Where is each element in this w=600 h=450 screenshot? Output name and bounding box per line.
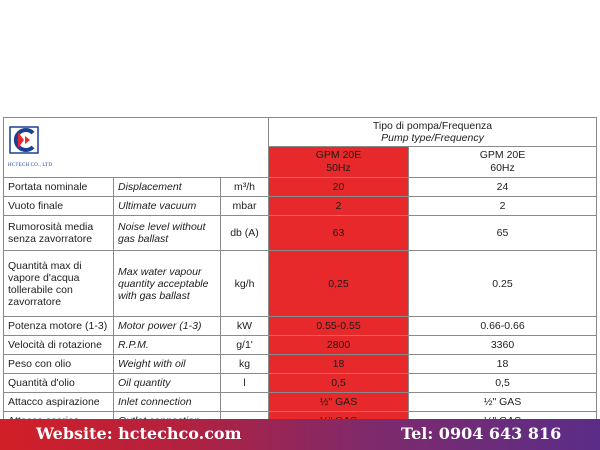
model-a-name: GPM 20E xyxy=(315,149,362,161)
spec-unit: kg xyxy=(221,355,269,374)
spec-value-model-b: ½" GAS xyxy=(409,393,597,412)
frequency-title: Tipo di pompa/Frequenza xyxy=(372,120,493,132)
spec-label-it: Velocità di rotazione xyxy=(4,336,114,355)
spec-label-it: Potenza motore (1-3) xyxy=(4,317,114,336)
spec-label-en: Weight with oil xyxy=(114,355,221,374)
contact-footer-banner xyxy=(0,419,600,450)
spec-row xyxy=(4,216,597,251)
spec-label-it: Quantità d'olio xyxy=(4,374,114,393)
spec-value-model-a: 18 xyxy=(269,355,409,374)
spec-value-model-a: 63 xyxy=(269,216,409,251)
spec-label-en: Oil quantity xyxy=(114,374,221,393)
spec-label-it: Peso con olio xyxy=(4,355,114,374)
spec-value-model-b: 0.25 xyxy=(409,251,597,317)
spec-label-it: Portata nominale xyxy=(4,178,114,197)
spec-value-model-b: 3360 xyxy=(409,336,597,355)
footer-website[interactable]: Website: hctechco.com xyxy=(36,424,242,443)
spec-row xyxy=(4,251,597,317)
model-b-frequency: 60Hz xyxy=(490,162,515,174)
spec-value-model-a: 0,5 xyxy=(269,374,409,393)
spec-label-it: Attacco aspirazione xyxy=(4,393,114,412)
frequency-subtitle: Pump type/Frequency xyxy=(381,132,484,144)
model-b-name: GPM 20E xyxy=(479,149,526,161)
spec-unit: g/1' xyxy=(221,336,269,355)
footer-phone[interactable]: Tel: 0904 643 816 xyxy=(401,424,562,443)
spec-value-model-b: 0,5 xyxy=(409,374,597,393)
spec-value-model-b: 65 xyxy=(409,216,597,251)
spec-unit: kW xyxy=(221,317,269,336)
spec-unit: l xyxy=(221,374,269,393)
spec-row xyxy=(4,374,597,393)
spec-value-model-b: 24 xyxy=(409,178,597,197)
hctech-logo-icon xyxy=(8,126,42,156)
company-logo xyxy=(8,126,52,172)
spec-unit: kg/h xyxy=(221,251,269,317)
spec-label-en: Noise level without gas ballast xyxy=(114,216,221,251)
spec-value-model-b: 2 xyxy=(409,197,597,216)
spec-row xyxy=(4,178,597,197)
spec-unit: db (A) xyxy=(221,216,269,251)
spec-value-model-a: 2 xyxy=(269,197,409,216)
spec-label-en: Ultimate vacuum xyxy=(114,197,221,216)
logo-cell xyxy=(4,118,269,178)
spec-label-it: Rumorosità media senza zavorratore xyxy=(4,216,114,251)
frequency-header-cell xyxy=(269,118,597,147)
spec-row xyxy=(4,393,597,412)
spec-value-model-a: 20 xyxy=(269,178,409,197)
spec-row xyxy=(4,355,597,374)
spec-label-en: Inlet connection xyxy=(114,393,221,412)
spec-value-model-a: 2800 xyxy=(269,336,409,355)
spec-label-en: Displacement xyxy=(114,178,221,197)
model-a-header xyxy=(269,147,409,178)
spec-value-model-b: 18 xyxy=(409,355,597,374)
spec-label-en: Motor power (1-3) xyxy=(114,317,221,336)
spec-value-model-a: 0.55-0.55 xyxy=(269,317,409,336)
spec-label-it: Vuoto finale xyxy=(4,197,114,216)
spec-label-en: Max water vapour quantity acceptable with gas ballast xyxy=(114,251,221,317)
spec-value-model-a: 0,25 xyxy=(269,251,409,317)
spec-row xyxy=(4,336,597,355)
spec-row xyxy=(4,317,597,336)
spec-table xyxy=(3,117,597,431)
spec-row xyxy=(4,197,597,216)
model-b-header xyxy=(409,147,597,178)
spec-value-model-a: ½" GAS xyxy=(269,393,409,412)
header-row-frequency xyxy=(4,118,597,147)
spec-sheet xyxy=(3,117,597,431)
spec-value-model-b: 0.66-0.66 xyxy=(409,317,597,336)
spec-unit xyxy=(221,393,269,412)
spec-unit: mbar xyxy=(221,197,269,216)
spec-label-en: R.P.M. xyxy=(114,336,221,355)
spec-unit: m³/h xyxy=(221,178,269,197)
logo-company-name: HCTECH CO., LTD xyxy=(8,163,53,168)
spec-label-it: Quantità max di vapore d'acqua tollerabile con zavorratore xyxy=(4,251,114,317)
model-a-frequency: 50Hz xyxy=(326,162,351,174)
